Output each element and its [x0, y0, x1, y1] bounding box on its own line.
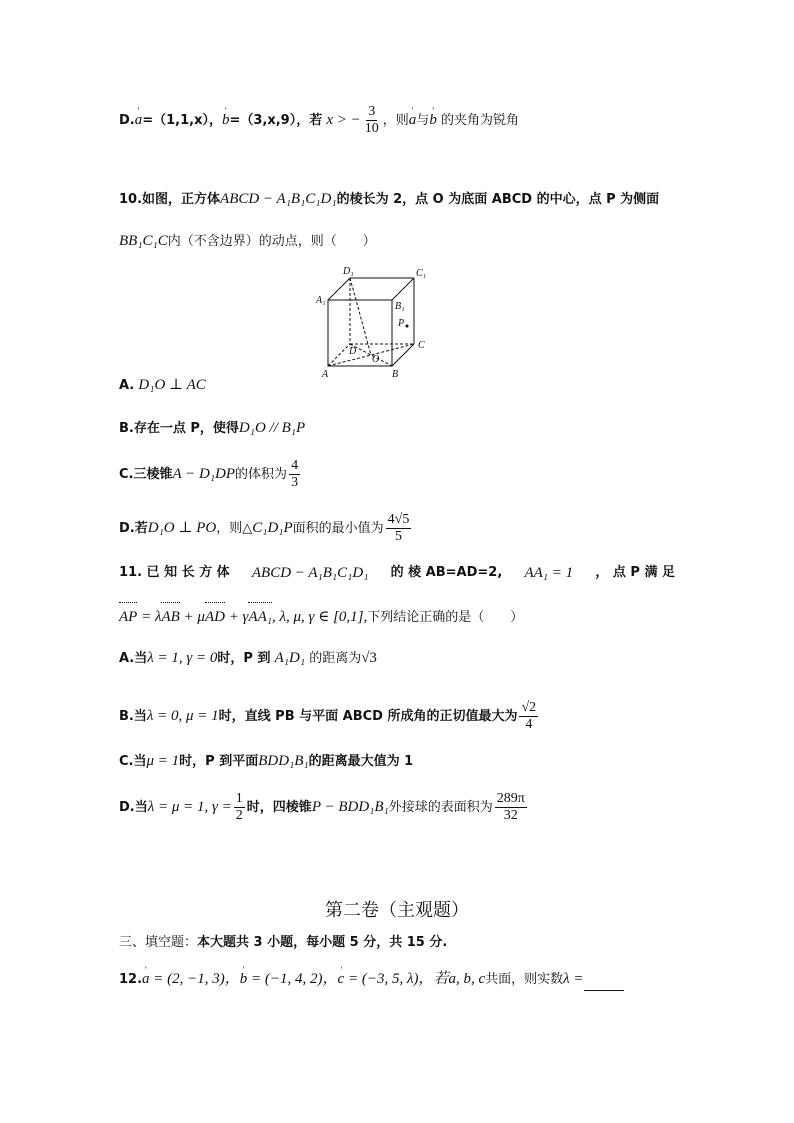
q11-option-d: D.当λ = μ = 1, γ = $\frac{1}{2}$ 时，四棱锥P − BDD₁B₁外接球的表面积为 $\frac{289\pi}{32}$ — [119, 791, 525, 823]
q10-option-a: A. D₁O ⊥ AC — [119, 377, 206, 393]
q12-stem: 12.' a = (2, −1, 3)，' b = (−1, 4, 2)，' c = (−3, 5, λ)，若a, b, c共面，则实数λ = — [119, 968, 624, 991]
fraction: $\frac{1}{2}$ — [235, 791, 243, 823]
q11-option-c: C.当μ = 1时，P 到平面BDD₁B₁的距离最大值为 1 — [119, 753, 414, 769]
label-b: B — [392, 369, 399, 380]
label-d1: D₁ — [343, 266, 354, 277]
q11-option-a: A.当λ = 1, γ = 0时，P 到 A₁D₁ 的距离为√3 — [119, 650, 377, 666]
label-p: P — [398, 318, 405, 329]
q9-option-d: D.' a=（1,1,x），' b=（3,x,9），若 x > − $\frac{3}{10}$ ，则' a与' b 的夹角为锐角 — [119, 104, 519, 137]
point-p-dot — [406, 325, 409, 328]
section-heading: 三、填空题：本大题共 3 小题，每小题 5 分，共 15 分. — [119, 935, 448, 950]
front-face — [328, 300, 392, 366]
label-a: A — [322, 369, 329, 380]
q11-stem-line2: AP = λAB + μAD + γAA₁, λ, μ, γ ∈ [0,1],下列结论正确的是（ ） — [119, 606, 523, 629]
fraction: $\frac{4}{3}$ — [291, 458, 299, 490]
q11-option-b: B.当λ = 0, μ = 1时，直线 PB 与平面 ABCD 所成角的正切值最大为 $\frac{√2}{4}$ — [119, 700, 537, 732]
label-o: O — [372, 354, 380, 365]
fraction: $\frac{289\pi}{32}$ — [496, 791, 525, 823]
vector-a: ' a — [135, 109, 143, 131]
fraction: $\frac{3}{10}$ — [364, 104, 379, 136]
label-c1: C₁ — [416, 268, 427, 279]
label-c: C — [418, 340, 425, 351]
fraction: $\frac{√2}{4}$ — [521, 700, 537, 732]
answer-blank[interactable] — [584, 976, 624, 991]
fraction: $\frac{4√5}{5}$ — [387, 512, 410, 544]
label-a1: A₁ — [316, 295, 326, 306]
q10-option-b: B.存在一点 P，使得D₁O // B₁P — [119, 420, 306, 436]
q10-option-d: D.若D₁O ⊥ PO，则△C₁D₁P面积的最小值为 $\frac{4√5}{5}$ — [119, 512, 410, 544]
q10-stem-line1: 10.如图，正方体ABCD − A₁B₁C₁D₁的棱长为 2，点 O 为底面 ABCD 的中心，点 P 为侧面 — [119, 191, 660, 207]
q11-stem-line1: 11. 已 知 长 方 体 ABCD − A₁B₁C₁D₁ 的 棱 AB=AD=2, AA₁ = 1 ， 点 P 满 足 — [119, 565, 675, 581]
q10-option-c: C.三棱锥A − D₁DP的体积为 $\frac{4}{3}$ — [119, 458, 299, 490]
q10-stem-line2: BB₁C₁C内（不含边界）的动点，则（ ） — [119, 233, 376, 249]
vector-b: ' b — [222, 109, 230, 131]
label-d: D — [349, 346, 357, 357]
part2-title: 第二卷（主观题） — [325, 900, 469, 921]
label-b1: B₁ — [395, 301, 405, 312]
cube-figure — [308, 264, 438, 382]
